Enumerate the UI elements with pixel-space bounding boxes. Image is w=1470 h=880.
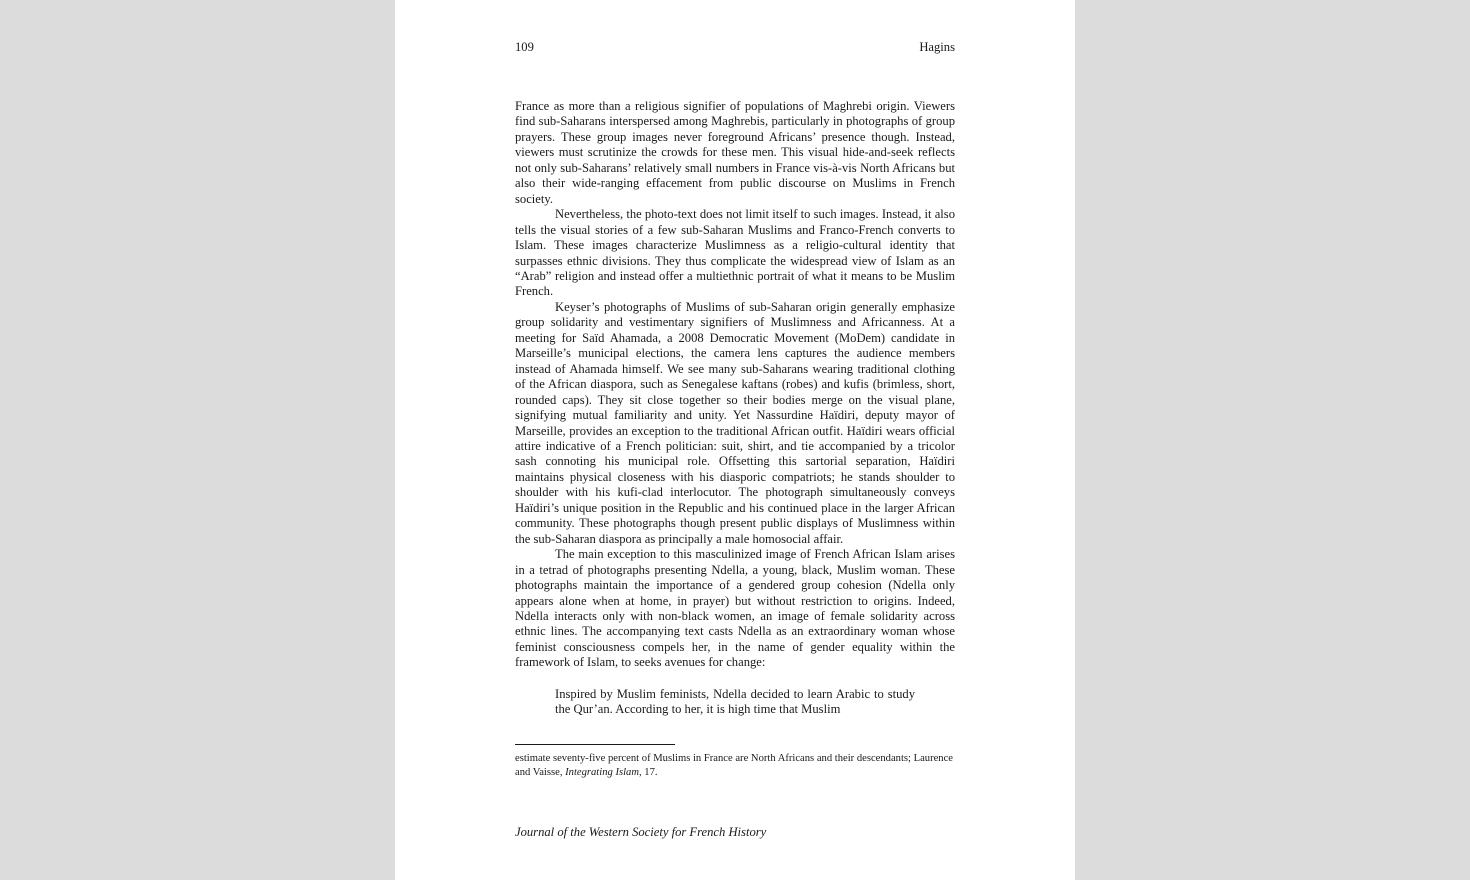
journal-footer: Journal of the Western Society for French History bbox=[515, 825, 767, 839]
running-header bbox=[515, 39, 955, 55]
article-body bbox=[515, 99, 955, 718]
footnote-separator bbox=[515, 744, 675, 745]
running-author: Hagins bbox=[919, 40, 955, 54]
body-paragraph: Keyser’s photographs of Muslims of sub-Saharan origin generally emphasize group solidarity and vestimentary signifiers of Muslimness and Africanness. At a meeting for Saïd Ahamada, a 2008 Democratic Movement (MoDem) candidate in Marseille’s municipal elections, the camera lens captures the audience members instead of Ahamada himself. We see many sub-Saharans wearing traditional clothing of the African diaspora, such as Senegalese kaftans (robes) and kufis (brimless, short, rounded caps). They sit close together so their bodies merge on the visual plane, signifying mutual familiarity and unity. Yet Nassurdine Haïdiri, deputy mayor of Marseille, provides an exception to the traditional African outfit. Haïdiri wears official attire indicative of a French politician: suit, shirt, and tie accompanied by a tricolor sash connoting his municipal role. Offsetting this sartorial separation, Haïdiri maintains physical closeness with his diasporic compatriots; he stands shoulder to shoulder with his kufi-clad interlocutor. The photograph simultaneously conveys Haïdiri’s unique position in the Republic and his continued place in the larger African community. These photographs though present public displays of Muslimness within the sub-Saharan diaspora as principally a male homosocial affair. bbox=[515, 299, 955, 546]
body-paragraph: The main exception to this masculinized image of French African Islam arises in a tetrad of photographs presenting Ndella, a young, black, Muslim woman. These photographs maintain the importance of a gendered group cohesion (Ndella only appears alone when at home, in prayer) but without restriction to origins. Indeed, Ndella interacts only with non-black women, an image of female solidarity across ethnic lines. The accompanying text casts Ndella as an extraordinary woman whose feminist consciousness compels her, in the name of gender equality within the framework of Islam, to seeks avenues for change: bbox=[515, 547, 955, 670]
footnote bbox=[515, 752, 955, 780]
footnote-text: estimate seventy-five percent of Muslims in France are North Africans and their descendants; Laurence and Vaisse, bbox=[515, 753, 954, 778]
document-page bbox=[395, 0, 1075, 880]
block-quote: Inspired by Muslim feminists, Ndella decided to learn Arabic to study the Qur’an. According to her, it is high time that Muslim bbox=[555, 686, 915, 717]
footnote-citation-page: , 17. bbox=[638, 767, 658, 778]
body-paragraph: Nevertheless, the photo-text does not limit itself to such images. Instead, it also tells the visual stories of a few sub-Saharan Muslims and Franco-French converts to Islam. These images characterize Muslimness as a religio-cultural identity that surpasses ethnic divisions. They thus complicate the widespread view of Islam as an “Arab” religion and instead offer a multiethnic portrait of what it means to be Muslim French. bbox=[515, 207, 955, 299]
footnote-cited-title: Integrating Islam bbox=[565, 767, 639, 778]
body-paragraph: France as more than a religious signifier of populations of Maghrebi origin. Viewers find sub-Saharans interspersed among Maghrebis, particularly in photographs of group prayers. These group images never foreground Africans’ presence though. Instead, viewers must scrutinize the crowds for these men. This visual hide-and-seek reflects not only sub-Saharans’ relatively small numbers in France vis-à-vis North Africans but also their wide-ranging effacement from public discourse on Muslims in French society. bbox=[515, 99, 955, 206]
page-number: 109 bbox=[515, 40, 534, 54]
